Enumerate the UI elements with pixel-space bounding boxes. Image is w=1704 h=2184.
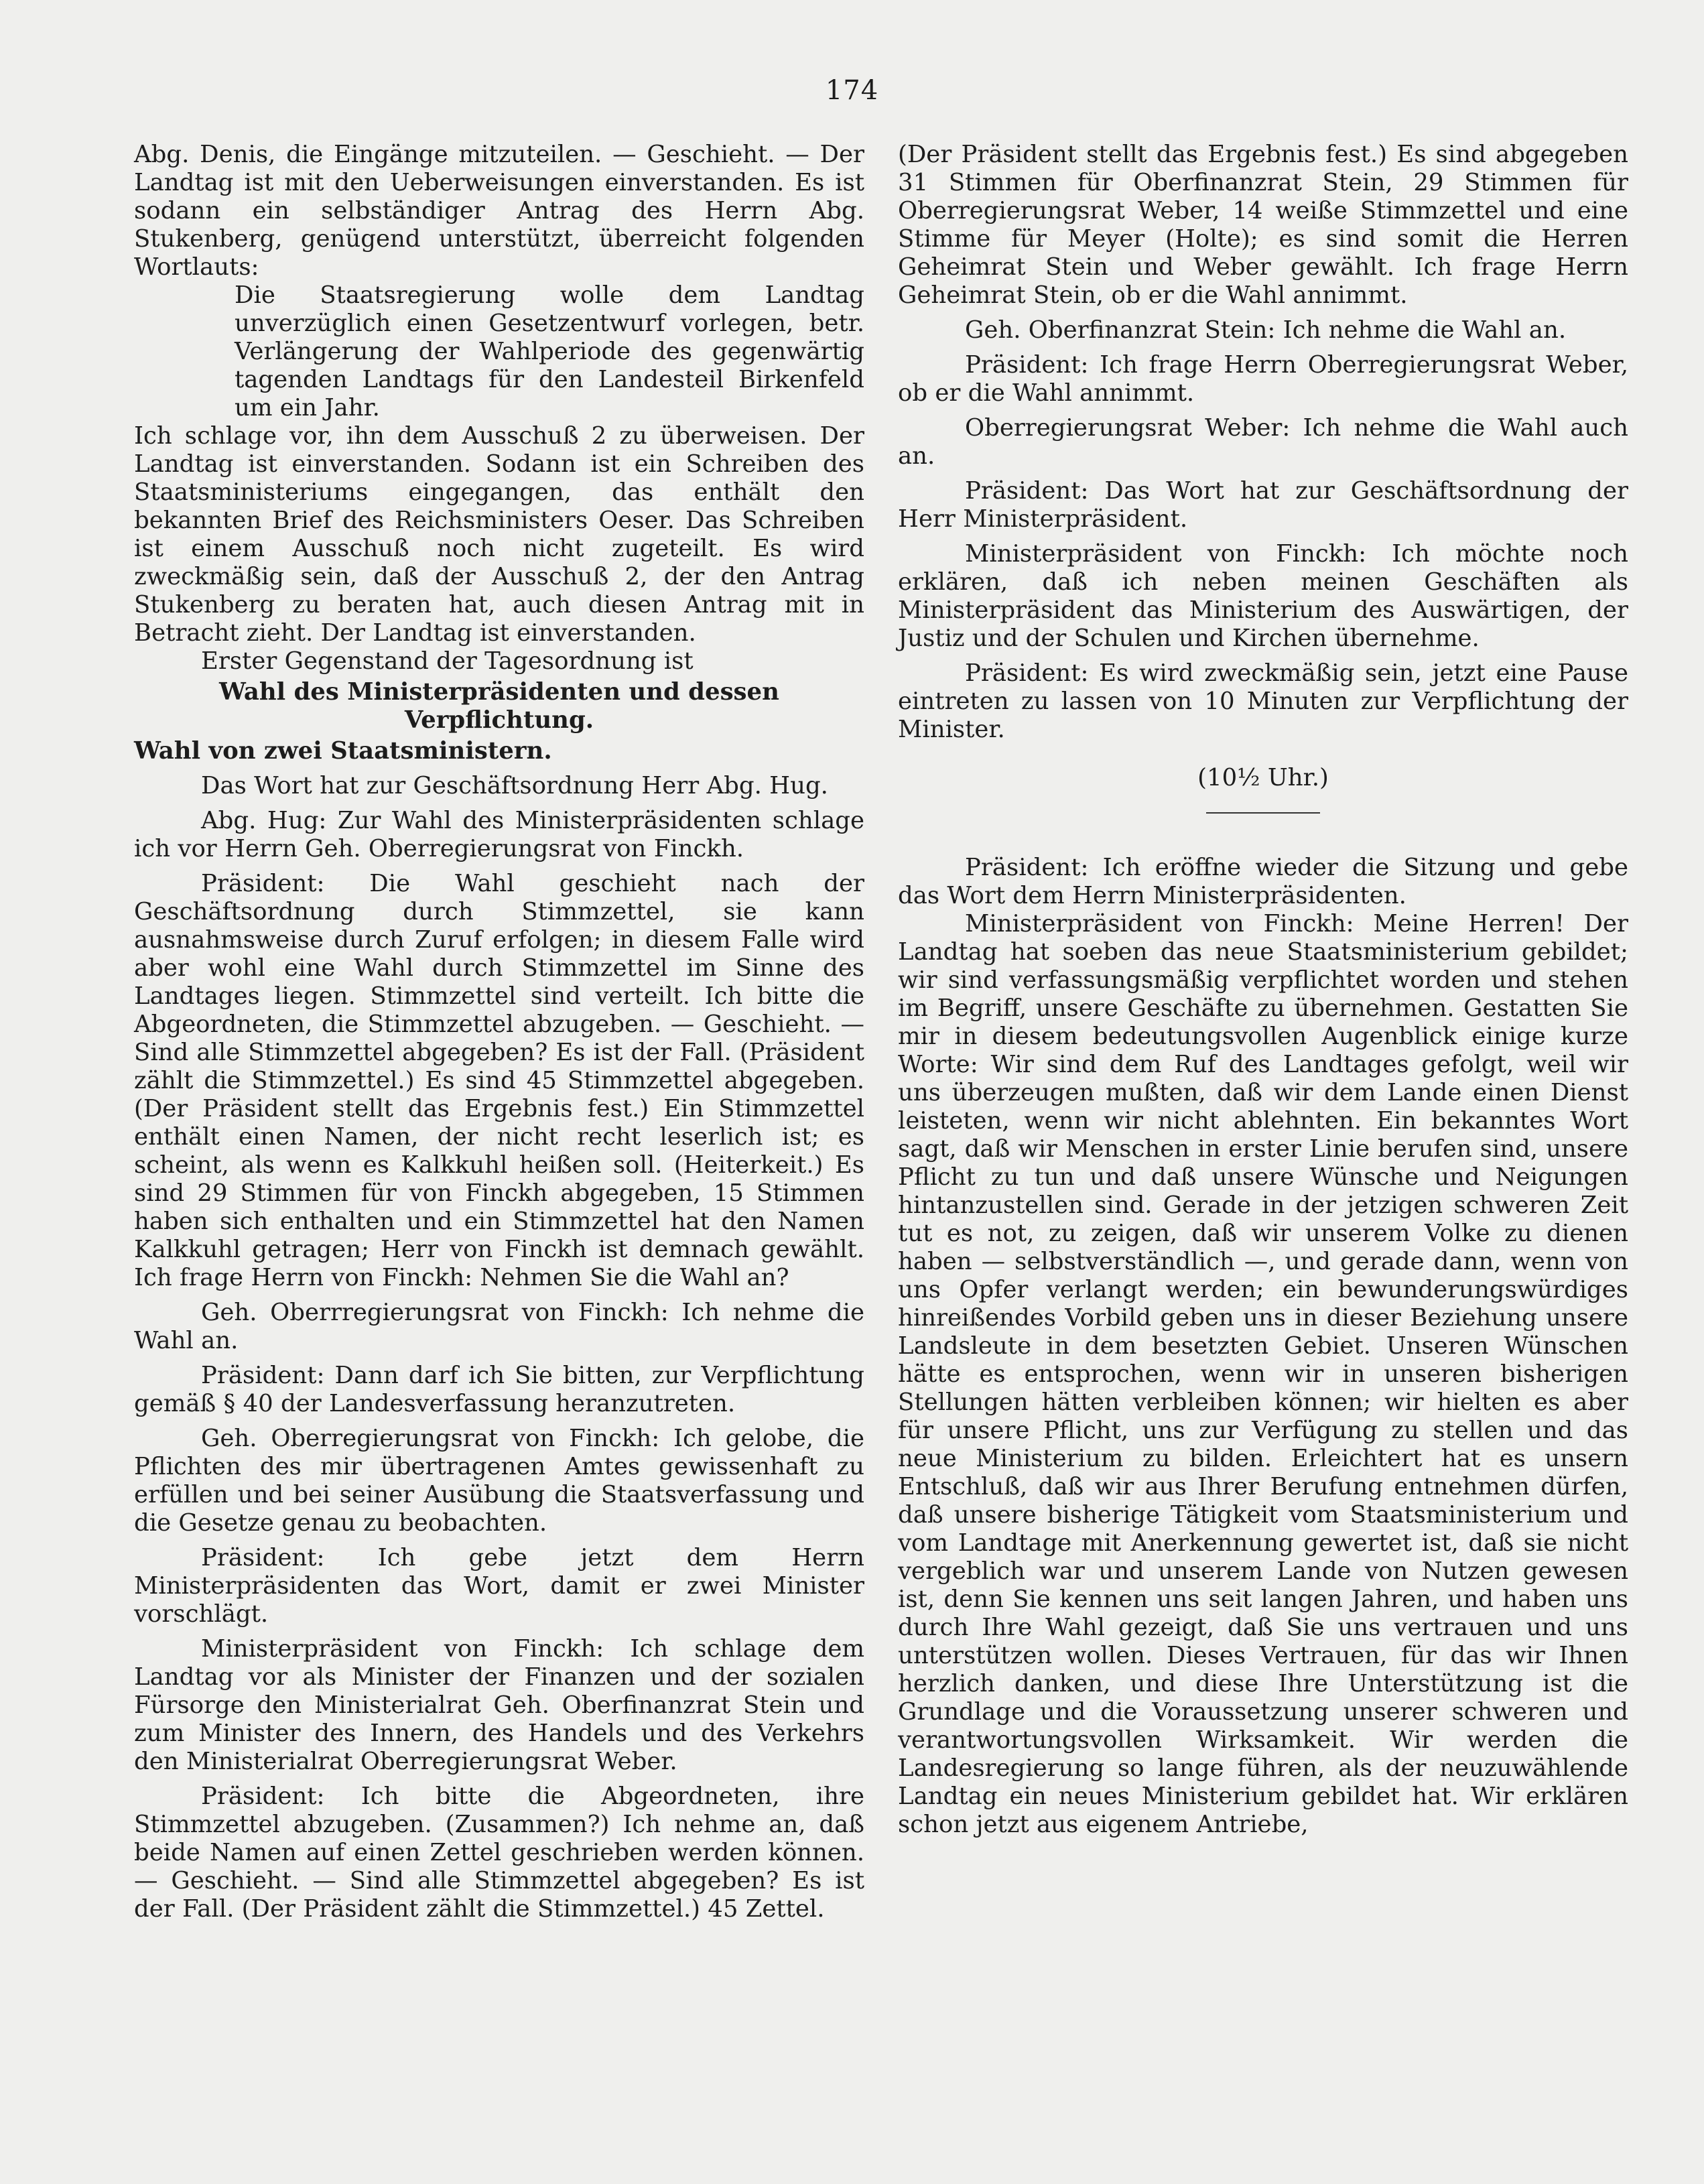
paragraph: Das Wort hat zur Geschäftsordnung Herr Abg. Hug.: [201, 772, 828, 799]
speech-paragraph: Präsident: Ich bitte die Abgeordneten, ihre Stimmzettel abzugeben. (Zusammen?) Ich nehme an, daß beide Namen auf einen Zettel geschrieben werden können. — Geschieht. — Sind alle Stimmzettel abgegeben? Es ist der Fall. (Der Präsident zählt die Stimmzettel.) 45 Zettel.: [134, 1783, 864, 1923]
speech-paragraph: Abg. Hug: Zur Wahl des Ministerpräsidenten schlage ich vor Herrn Geh. Oberregierungsrat von Finckh.: [134, 807, 864, 862]
agenda-heading: Wahl von zwei Staatsministern.: [134, 737, 552, 765]
speech-paragraph: Ministerpräsident von Finckh: Meine Herren! Der Landtag hat soeben das neue Staatsministerium gebildet; wir sind verfassungsmäßig verpflichtet worden und stehen im Begriff, unsere Geschäfte zu übernehmen. Gestatten Sie mir in diesem bedeutungsvollen Augenblick einige kurze Worte: Wir sind dem Ruf des Landtages gefolgt, weil wir uns überzeugen mußten, daß wir dem Lande einen Dienst leisteten, wenn wir nicht ablehnten. Ein bekanntes Wort sagt, daß wir Menschen in erster Linie berufen sind, unsere Pflicht zu tun und daß unsere Wünsche und Neigungen hintanzustellen sind. Gerade in der jetzigen schweren Zeit tut es not, zu zeigen, daß wir unserem Volke zu dienen haben — selbstverständlich —, und gerade dann, wenn von uns Opfer verlangt werden; ein bewunderungswürdiges hinreißendes Vorbild geben uns in dieser Beziehung unsere Landsleute in dem besetzten Gebiet. Unseren Wünschen hätte es entsprochen, wenn wir in unseren bisherigen Stellungen hätten verbleiben können; wir hielten es aber für unsere Pflicht, uns zur Verfügung zu stellen und das neue Ministerium zu bilden. Erleichtert hat es unsern Entschluß, daß wir aus Ihrer Berufung entnehmen dürfen, daß unsere bisherige Tätigkeit vom Staatsministerium und vom Landtage mit Anerkennung gewertet ist, daß sie nicht vergeblich war und unserem Lande von Nutzen gewesen ist, denn Sie kennen uns seit langen Jahren, und haben uns durch Ihre Wahl gezeigt, daß Sie uns vertrauen und uns unterstützen wollen. Dieses Vertrauen, für das wir Ihnen herzlich danken, und diese Ihre Unterstützung ist die Grundlage und die Voraussetzung unserer schweren und verantwortungsvollen Wirksamkeit. Wir werden die Landesregierung so lange führen, als der neuzuwählende Landtag ein neues Ministerium gebildet hat. Wir erklären schon jetzt aus eigenem Antriebe,: [898, 910, 1628, 1838]
page-number: 174: [825, 75, 879, 106]
speech-paragraph: Präsident: Ich frage Herrn Oberregierungsrat Weber, ob er die Wahl annimmt.: [898, 351, 1628, 407]
section-divider: [1206, 812, 1320, 814]
speech-paragraph: Präsident: Ich gebe jetzt dem Herrn Ministerpräsidenten das Wort, damit er zwei Minister vorschlägt.: [134, 1544, 864, 1628]
paragraph: Ich schlage vor, ihn dem Ausschuß 2 zu überweisen. Der Landtag ist einverstanden. Sodann ist ein Schreiben des Staatsministeriums eingegangen, das enthält den bekannten Brief des Reichsministers Oeser. Das Schreiben ist einem Ausschuß noch nicht zugeteilt. Es wird zweckmäßig sein, daß der Ausschuß 2, der den Antrag Stukenberg zu beraten hat, auch diesen Antrag mit in Betracht zieht. Der Landtag ist einverstanden.: [134, 422, 864, 647]
time-note: (10½ Uhr.): [1197, 764, 1329, 791]
paragraph: (Der Präsident stellt das Ergebnis fest.) Es sind abgegeben 31 Stimmen für Oberfinanzrat Stein, 29 Stimmen für Oberregierungsrat Weber, 14 weiße Stimmzettel und eine Stimme für Meyer (Holte); es sind somit die Herren Geheimrat Stein und Weber gewählt. Ich frage Herrn Geheimrat Stein, ob er die Wahl annimmt.: [898, 141, 1628, 309]
speech-paragraph: Präsident: Die Wahl geschieht nach der Geschäftsordnung durch Stimmzettel, sie kann ausnahmsweise durch Zuruf erfolgen; in diesem Falle wird aber wohl eine Wahl durch Stimmzettel im Sinne des Landtages liegen. Stimmzettel sind verteilt. Ich bitte die Abgeordneten, die Stimmzettel abzugeben. — Geschieht. — Sind alle Stimmzettel abgegeben? Es ist der Fall. (Präsident zählt die Stimmzettel.) Es sind 45 Stimmzettel abgegeben. (Der Präsident stellt das Ergebnis fest.) Ein Stimmzettel enthält einen Namen, der nicht recht leserlich ist; es scheint, als wenn es Kalkkuhl heißen soll. (Heiterkeit.) Es sind 29 Stimmen für von Finckh abgegeben, 15 Stimmen haben sich enthalten und ein Stimmzettel hat den Namen Kalkkuhl getragen; Herr von Finckh ist demnach gewählt. Ich frage Herrn von Finckh: Nehmen Sie die Wahl an?: [134, 870, 864, 1291]
speech-paragraph: Präsident: Es wird zweckmäßig sein, jetzt eine Pause eintreten zu lassen von 10 Minuten zur Verpflichtung der Minister.: [898, 659, 1628, 743]
speech-paragraph: Geh. Oberregierungsrat von Finckh: Ich gelobe, die Pflichten des mir übertragenen Amtes gewissenhaft zu erfüllen und bei seiner Ausübung die Staatsverfassung und die Gesetze genau zu beobachten.: [134, 1425, 864, 1537]
speech-paragraph: Geh. Oberrregierungsrat von Finckh: Ich nehme die Wahl an.: [134, 1299, 864, 1354]
right-column: [898, 141, 1628, 1839]
paragraph: Erster Gegenstand der Tagesordnung ist: [201, 647, 694, 675]
speech-paragraph: Ministerpräsident von Finckh: Ich schlage dem Landtag vor als Minister der Finanzen und der sozialen Fürsorge den Ministerialrat Geh. Oberfinanzrat Stein und zum Minister des Innern, des Handels und des Verkehrs den Ministerialrat Oberregierungsrat Weber.: [134, 1635, 864, 1775]
speech-paragraph: Präsident: Ich eröffne wieder die Sitzung und gebe das Wort dem Herrn Ministerpräsidenten.: [898, 854, 1628, 909]
paragraph: Abg. Denis, die Eingänge mitzuteilen. — Geschieht. — Der Landtag ist mit den Ueberweisungen einverstanden. Es ist sodann ein selbständiger Antrag des Herrn Abg. Stukenberg, genügend unterstützt, überreicht folgenden Wortlauts:: [134, 141, 864, 281]
speech-paragraph: Geh. Oberfinanzrat Stein: Ich nehme die Wahl an.: [965, 316, 1567, 344]
speech-paragraph: Ministerpräsident von Finckh: Ich möchte noch erklären, daß ich neben meinen Geschäften als Ministerpräsident das Ministerium des Auswärtigen, der Justiz und der Schulen und Kirchen übernehme.: [898, 540, 1628, 652]
speech-paragraph: Präsident: Das Wort hat zur Geschäftsordnung der Herr Ministerpräsident.: [898, 477, 1628, 533]
left-column: [134, 141, 864, 1923]
speech-paragraph: Oberregierungsrat Weber: Ich nehme die Wahl auch an.: [898, 414, 1628, 470]
quoted-motion: Die Staatsregierung wolle dem Landtag unverzüglich einen Gesetzentwurf vorlegen, betr. Verlängerung der Wahlperiode des gegenwärtig tagenden Landtags für den Landesteil Birkenfeld um ein Jahr.: [235, 281, 864, 422]
speech-paragraph: Präsident: Dann darf ich Sie bitten, zur Verpflichtung gemäß § 40 der Landesverfassung heranzutreten.: [134, 1362, 864, 1417]
agenda-heading: Wahl des Ministerpräsidenten und dessen Verpflichtung.: [219, 678, 779, 734]
